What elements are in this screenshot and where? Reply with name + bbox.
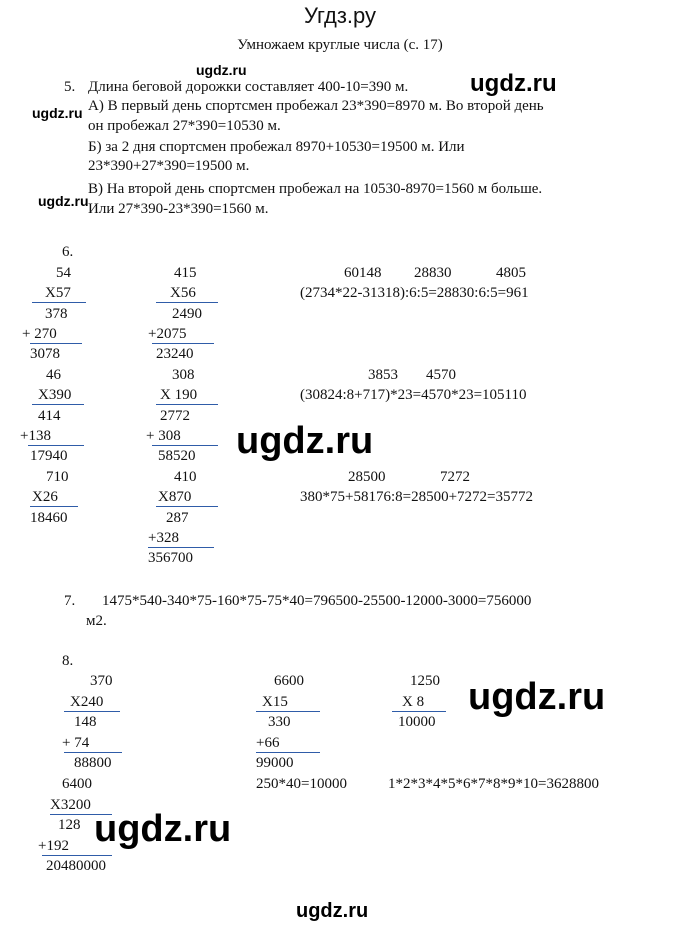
calc-underline — [42, 855, 112, 856]
calc-line: +138 — [20, 428, 51, 444]
calc-line: 2772 — [160, 408, 190, 424]
expr-partial: 28500 — [348, 469, 386, 485]
calc-underline — [152, 445, 218, 446]
calc-line: 148 — [74, 714, 97, 730]
calc-underline — [156, 404, 218, 405]
calc-underline — [156, 302, 218, 303]
calc-underline — [32, 302, 86, 303]
expr-line: 1*2*3*4*5*6*7*8*9*10=3628800 — [388, 776, 599, 792]
expr-partial: 4570 — [426, 367, 456, 383]
task7-line: 1475*540-340*75-160*75-75*40=796500-25500-12000-3000=756000 — [102, 593, 532, 609]
calc-line: 710 — [46, 469, 69, 485]
calc-line: 46 — [46, 367, 61, 383]
calc-line: X870 — [158, 489, 192, 505]
task5-line: Б) за 2 дня спортсмен пробежал 8970+10530=19500 м. Или — [88, 139, 465, 155]
calc-line: + 270 — [22, 326, 57, 342]
calc-line: 17940 — [30, 448, 68, 464]
calc-underline — [64, 752, 122, 753]
calc-line: X26 — [32, 489, 58, 505]
calc-underline — [256, 752, 320, 753]
calc-line: 410 — [174, 469, 197, 485]
calc-line: 128 — [58, 817, 81, 833]
calc-underline — [64, 711, 120, 712]
task5-line: 23*390+27*390=19500 м. — [88, 158, 250, 174]
calc-line: 99000 — [256, 755, 294, 771]
calc-line: 6400 — [62, 776, 92, 792]
calc-underline — [148, 547, 214, 548]
watermark: ugdz.ru — [296, 900, 369, 922]
task5-number: 5. — [64, 79, 76, 95]
task5-line: В) На второй день спортсмен пробежал на 10530-8970=1560 м больше. — [88, 181, 543, 197]
calc-underline — [28, 445, 84, 446]
task7-number: 7. — [64, 593, 76, 609]
calc-line: 356700 — [148, 550, 193, 566]
expr-partial: 7272 — [440, 469, 470, 485]
watermark: ugdz.ru — [38, 193, 89, 209]
expr-partial: 60148 — [344, 265, 382, 281]
calc-line: +66 — [256, 735, 280, 751]
calc-line: 58520 — [158, 448, 196, 464]
calc-underline — [30, 343, 82, 344]
watermark: ugdz.ru — [196, 62, 247, 78]
task5-line: он пробежал 27*390=10530 м. — [88, 118, 281, 134]
calc-line: X15 — [262, 694, 288, 710]
calc-line: 23240 — [156, 346, 194, 362]
calc-line: +2075 — [148, 326, 187, 342]
calc-underline — [50, 814, 112, 815]
watermark: ugdz.ru — [470, 70, 557, 97]
calc-underline — [32, 404, 84, 405]
calc-line: +328 — [148, 530, 179, 546]
task5-line: Или 27*390-23*390=1560 м. — [88, 201, 269, 217]
calc-line: 6600 — [274, 673, 304, 689]
task5-line: Длина беговой дорожки составляет 400-10=390 м. — [88, 79, 409, 95]
watermark: ugdz.ru — [32, 105, 83, 121]
calc-line: 3078 — [30, 346, 60, 362]
calc-line: + 74 — [62, 735, 90, 751]
calc-line: X56 — [170, 285, 196, 301]
expr-partial: 28830 — [414, 265, 452, 281]
calc-line: X3200 — [50, 797, 91, 813]
page-subtitle: Умножаем круглые числа (с. 17) — [237, 37, 443, 53]
calc-line: 18460 — [30, 510, 68, 526]
calc-line: X240 — [70, 694, 104, 710]
task7-line: м2. — [86, 613, 107, 629]
calc-underline — [256, 711, 320, 712]
calc-line: X390 — [38, 387, 72, 403]
calc-line: X 190 — [160, 387, 198, 403]
task8-number: 8. — [62, 653, 74, 669]
calc-line: 54 — [56, 265, 71, 281]
calc-line: 415 — [174, 265, 197, 281]
calc-underline — [152, 343, 214, 344]
calc-line: 10000 — [398, 714, 436, 730]
calc-line: 378 — [45, 306, 68, 322]
task5-line: А) В первый день спортсмен пробежал 23*390=8970 м. Во второй день — [88, 98, 544, 114]
calc-line: 308 — [172, 367, 195, 383]
expr-line: 250*40=10000 — [256, 776, 347, 792]
expr-line: (2734*22-31318):6:5=28830:6:5=961 — [300, 285, 529, 301]
calc-underline — [392, 711, 446, 712]
watermark: ugdz.ru — [236, 420, 374, 462]
calc-line: +192 — [38, 838, 69, 854]
calc-line: 287 — [166, 510, 189, 526]
calc-line: 1250 — [410, 673, 440, 689]
task6-number: 6. — [62, 244, 74, 260]
expr-partial: 4805 — [496, 265, 526, 281]
calc-line: + 308 — [146, 428, 181, 444]
calc-line: 2490 — [172, 306, 202, 322]
calc-line: 414 — [38, 408, 61, 424]
calc-line: 370 — [90, 673, 113, 689]
site-title: Угдз.ру — [303, 3, 377, 28]
expr-line: (30824:8+717)*23=4570*23=105110 — [300, 387, 527, 403]
calc-underline — [156, 506, 218, 507]
expr-line: 380*75+58176:8=28500+7272=35772 — [300, 489, 534, 505]
watermark: ugdz.ru — [94, 808, 232, 850]
calc-underline — [30, 506, 78, 507]
watermark: ugdz.ru — [468, 676, 606, 718]
calc-line: 330 — [268, 714, 291, 730]
expr-partial: 3853 — [368, 367, 398, 383]
calc-line: 88800 — [74, 755, 112, 771]
calc-line: X57 — [45, 285, 71, 301]
calc-line: 20480000 — [46, 858, 106, 874]
calc-line: X 8 — [402, 694, 425, 710]
